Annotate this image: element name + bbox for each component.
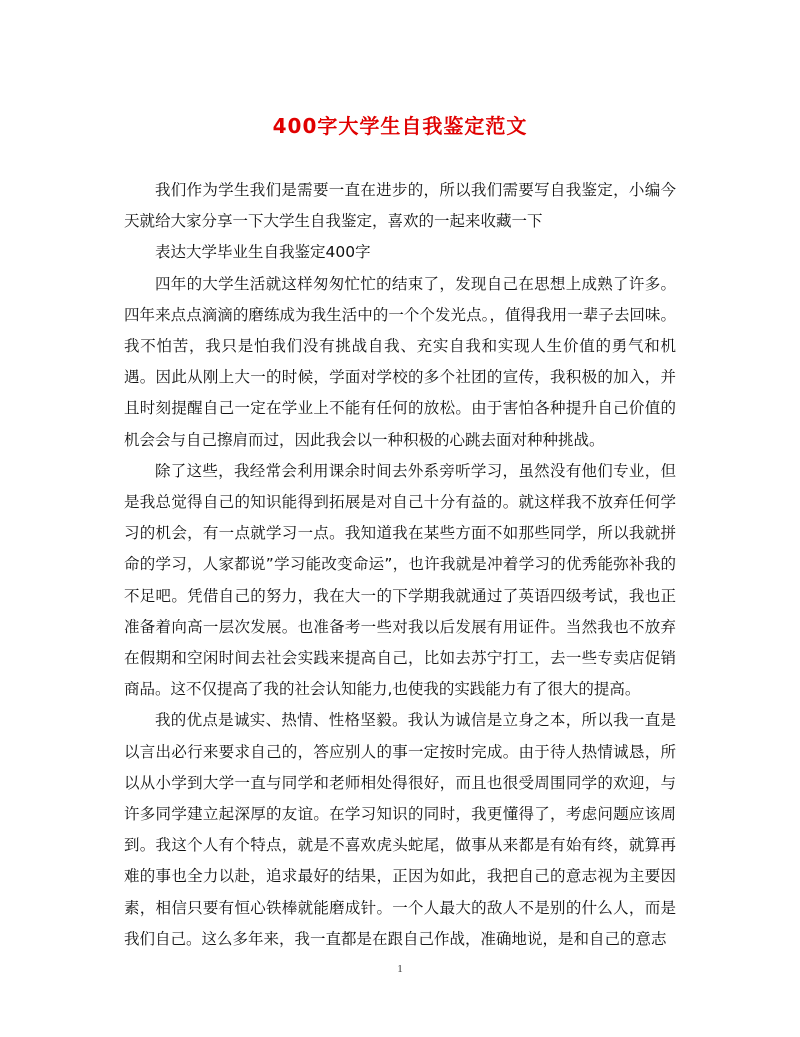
paragraph-2: 除了这些，我经常会利用课余时间去外系旁听学习，虽然没有他们专业，但是我总觉得自己的知识能得到拓展是对自己十分有益的。就这样我不放弃任何学习的机会，有一点就学习一点。我知道我在某些方面不如那些同学，所以我就拼命的学习，人家都说”学习能改变命运”，也许我就是冲着学习的优秀能弥补我的不足吧。凭借自己的努力，我在大一的下学期我就通过了英语四级考试，我也正准备着向高一层次发展。也准备考一些对我以后发展有用证件。当然我也不放弃在假期和空闲时间去社会实践来提高自己，比如去苏宁打工，去一些专卖店促销商品。这不仅提高了我的社会认知能力,也使我的实践能力有了很大的提高。 [124, 461, 676, 699]
paragraph-subheading: 表达大学毕业生自我鉴定400字 [155, 243, 371, 262]
paragraph-3: 我的优点是诚实、热情、性格坚毅。我认为诚信是立身之本，所以我一直是以言出必行来要求自己的，答应别人的事一定按时完成。由于待人热情诚恳，所以从小学到大学一直与同学和老师相处得很好，而且也很受周围同学的欢迎，与许多同学建立起深厚的友谊。在学习知识的同时，我更懂得了，考虑问题应该周到。我这个人有个特点，就是不喜欢虎头蛇尾，做事从来都是有始有终，就算再难的事也全力以赴，追求最好的结果，正因为如此，我把自己的意志视为主要因素，相信只要有恒心铁棒就能磨成针。一个人最大的敌人不是别的什么人，而是我们自己。这么多年来，我一直都是在跟自己作战，准确地说，是和自己的意志 [124, 711, 676, 948]
document-body [124, 175, 676, 955]
document-title: 400字大学生自我鉴定范文 [272, 114, 528, 138]
paragraph-1: 四年的大学生活就这样匆匆忙忙的结束了，发现自己在思想上成熟了许多。四年来点点滴滴的磨练成为我生活中的一个个发光点。，值得我用一辈子去回味。我不怕苦，我只是怕我们没有挑战自我、充实自我和实现人生价值的勇气和机遇。因此从刚上大一的时候，学面对学校的多个社团的宣传，我积极的加入，并且时刻提醒自己一定在学业上不能有任何的放松。由于害怕各种提升自己价值的机会会与自己擦肩而过，因此我会以一种积极的心跳去面对种种挑战。 [124, 274, 676, 449]
paragraph-intro: 我们作为学生我们是需要一直在进步的，所以我们需要写自我鉴定，小编今天就给大家分享一下大学生自我鉴定，喜欢的一起来收藏一下 [124, 181, 676, 231]
page-number: 1 [397, 963, 403, 975]
